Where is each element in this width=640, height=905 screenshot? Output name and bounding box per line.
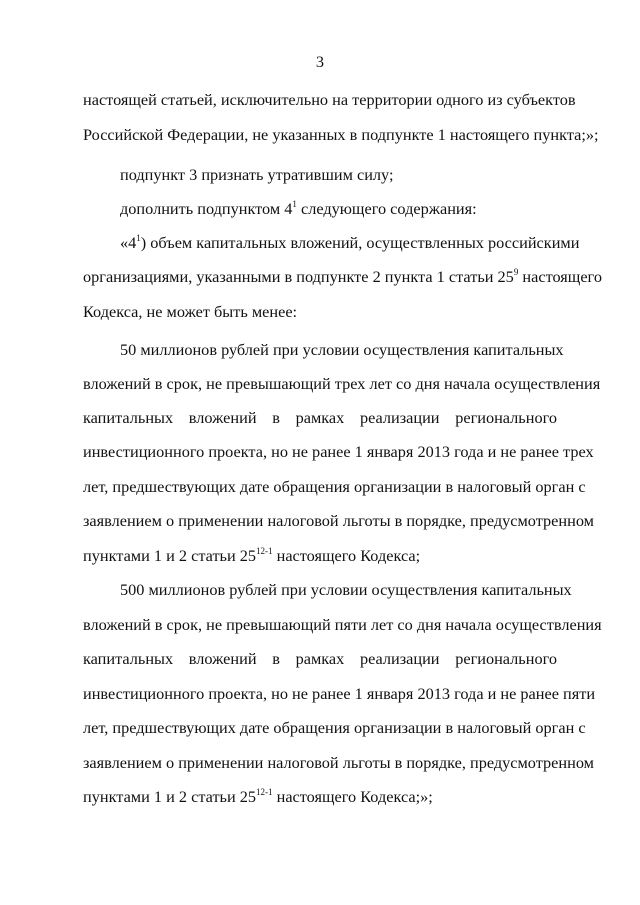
superscript: 1 — [292, 198, 297, 209]
text-segment: следующего содержания: — [296, 199, 477, 218]
superscript: 1 — [136, 232, 141, 243]
text-line: лет, предшествующих дате обращения организации в налоговый орган с — [83, 477, 586, 496]
text-line: настоящей статьей, исключительно на территории одного из субъектов — [83, 90, 576, 109]
text-line: Российской Федерации, не указанных в подпункте 1 настоящего пункта;»; — [83, 125, 599, 144]
text-line: инвестиционного проекта, но не ранее 1 января 2013 года и не ранее пяти — [83, 684, 596, 703]
text-line — [83, 266, 602, 287]
text-segment: организациями, указанными в подпункте 2 пункта 1 статьи 25 — [83, 267, 514, 286]
text-segment: пунктами 1 и 2 статьи 25 — [83, 546, 257, 565]
text-line — [83, 787, 557, 807]
text-line: заявлением о применении налоговой льготы в порядке, предусмотренном — [83, 511, 594, 530]
text-line: 500 миллионов рублей при условии осуществления капитальных — [120, 580, 572, 599]
text-segment: настоящего Кодекса;»; — [272, 787, 433, 806]
text-line: капитальных вложений в рамках реализации регионального — [83, 408, 557, 427]
text-line: вложений в срок, не превышающий пяти лет со дня начала осуществления — [83, 615, 602, 634]
text-line: заявлением о применении налоговой льготы в порядке, предусмотренном — [83, 753, 594, 772]
superscript: 9 — [513, 266, 519, 277]
text-line — [83, 546, 557, 566]
text-line: вложений в срок, не превышающий трех лет со дня начала осуществления — [83, 374, 601, 393]
text-line: 50 миллионов рублей при условии осуществления капитальных — [120, 340, 564, 359]
text-segment: пунктами 1 и 2 статьи 25 — [83, 787, 257, 806]
text-line: Кодекса, не может быть менее: — [83, 302, 298, 321]
text-line: инвестиционного проекта, но не ранее 1 января 2013 года и не ранее трех — [83, 442, 594, 461]
text-segment: «4 — [120, 233, 137, 252]
text-line — [120, 232, 580, 253]
text-segment: дополнить подпунктом 4 — [120, 199, 293, 218]
text-segment: ) объем капитальных вложений, осуществленных российскими — [140, 233, 580, 252]
text-segment: настоящего Кодекса; — [272, 546, 421, 565]
page-number: 3 — [315, 52, 325, 71]
superscript: 12-1 — [256, 545, 273, 556]
text-line: капитальных вложений в рамках реализации регионального — [83, 649, 557, 668]
text-line: лет, предшествующих дате обращения организации в налоговый орган с — [83, 718, 586, 737]
text-line: подпункт 3 признать утратившим силу; — [120, 165, 394, 184]
superscript: 12-1 — [256, 786, 273, 797]
text-segment: настоящего — [518, 267, 602, 286]
text-line — [120, 199, 557, 219]
